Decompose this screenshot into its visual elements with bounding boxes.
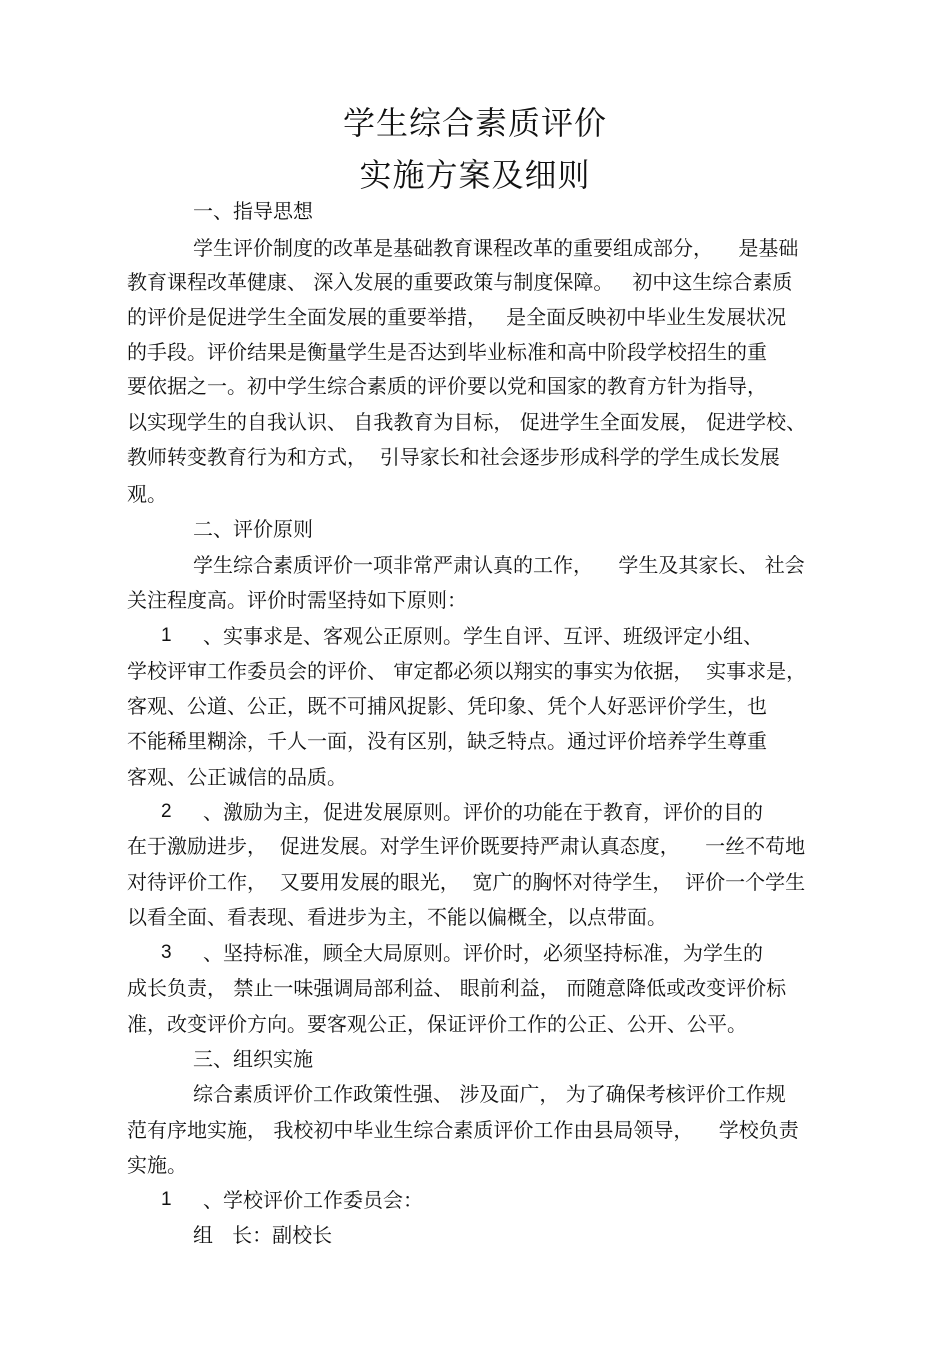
paragraph-line: 客观、公正诚信的品质。 <box>127 765 347 789</box>
paragraph-line: 关注程度高。评价时需坚持如下原则： <box>127 588 467 612</box>
list-item-number: 3 <box>161 942 172 963</box>
paragraph-line: 成长负责， 禁止一味强调局部利益、 眼前利益， 而随意降低或改变评价标 <box>127 976 787 1000</box>
section-heading: 一、指导思想 <box>193 199 313 223</box>
paragraph-line: 学生综合素质评价一项非常严肃认真的工作， 学生及其家长、 社会 <box>193 553 805 577</box>
paragraph-line: 学校评审工作委员会的评价、 审定都必须以翔实的事实为依据， 实事求是， <box>127 659 807 683</box>
document-title-line2: 实施方案及细则 <box>359 156 591 194</box>
list-item-number: 1 <box>161 1189 172 1210</box>
paragraph-line: 以实现学生的自我认识、 自我教育为目标， 促进学生全面发展， 促进学校、 <box>127 410 807 434</box>
paragraph-line: 、坚持标准，顾全大局原则。评价时，必须坚持标准，为学生的 <box>203 941 763 965</box>
paragraph-line: 要依据之一。初中学生综合素质的评价要以党和国家的教育方针为指导， <box>127 374 767 398</box>
paragraph-line: 、学校评价工作委员会： <box>203 1188 423 1212</box>
list-item-number: 2 <box>161 801 172 822</box>
list-item-number: 1 <box>161 625 172 646</box>
paragraph-line: 教师转变教育行为和方式， 引导家长和社会逐步形成科学的学生成长发展 <box>127 445 780 469</box>
paragraph-line: 、实事求是、客观公正原则。学生自评、互评、班级评定小组、 <box>203 624 763 648</box>
paragraph-line: 教育课程改革健康、 深入发展的重要政策与制度保障。 初中这生综合素质 <box>127 270 793 294</box>
section-heading: 二、评价原则 <box>193 517 313 541</box>
paragraph-line: 不能稀里糊涂，千人一面，没有区别，缺乏特点。通过评价培养学生尊重 <box>127 729 767 753</box>
paragraph-line: 实施。 <box>127 1153 187 1177</box>
paragraph-line: 的评价是促进学生全面发展的重要举措， 是全面反映初中毕业生发展状况 <box>127 305 787 329</box>
paragraph-line: 、激励为主，促进发展原则。评价的功能在于教育，评价的目的 <box>203 800 763 824</box>
paragraph-line: 学生评价制度的改革是基础教育课程改革的重要组成部分， 是基础 <box>193 236 799 260</box>
paragraph-line: 准，改变评价方向。要客观公正，保证评价工作的公正、公开、公平。 <box>127 1012 747 1036</box>
section-heading: 三、组织实施 <box>193 1047 313 1071</box>
paragraph-line: 客观、公道、公正，既不可捕风捉影、凭印象、凭个人好恶评价学生，也 <box>127 694 767 718</box>
paragraph-line: 对待评价工作， 又要用发展的眼光， 宽广的胸怀对待学生， 评价一个学生 <box>127 870 806 894</box>
paragraph-line: 综合素质评价工作政策性强、 涉及面广， 为了确保考核评价工作规 <box>193 1082 786 1106</box>
paragraph-line: 组 长：副校长 <box>193 1223 333 1247</box>
paragraph-line: 观。 <box>127 482 167 506</box>
paragraph-line: 在于激励进步， 促进发展。对学生评价既要持严肃认真态度， 一丝不苟地 <box>127 834 806 858</box>
document-title-line1: 学生综合素质评价 <box>342 104 607 142</box>
paragraph-line: 范有序地实施， 我校初中毕业生综合素质评价工作由县局领导， 学校负责 <box>127 1118 799 1142</box>
paragraph-line: 以看全面、看表现、看进步为主，不能以偏概全，以点带面。 <box>127 905 667 929</box>
paragraph-line: 的手段。评价结果是衡量学生是否达到毕业标准和高中阶段学校招生的重 <box>127 340 767 364</box>
